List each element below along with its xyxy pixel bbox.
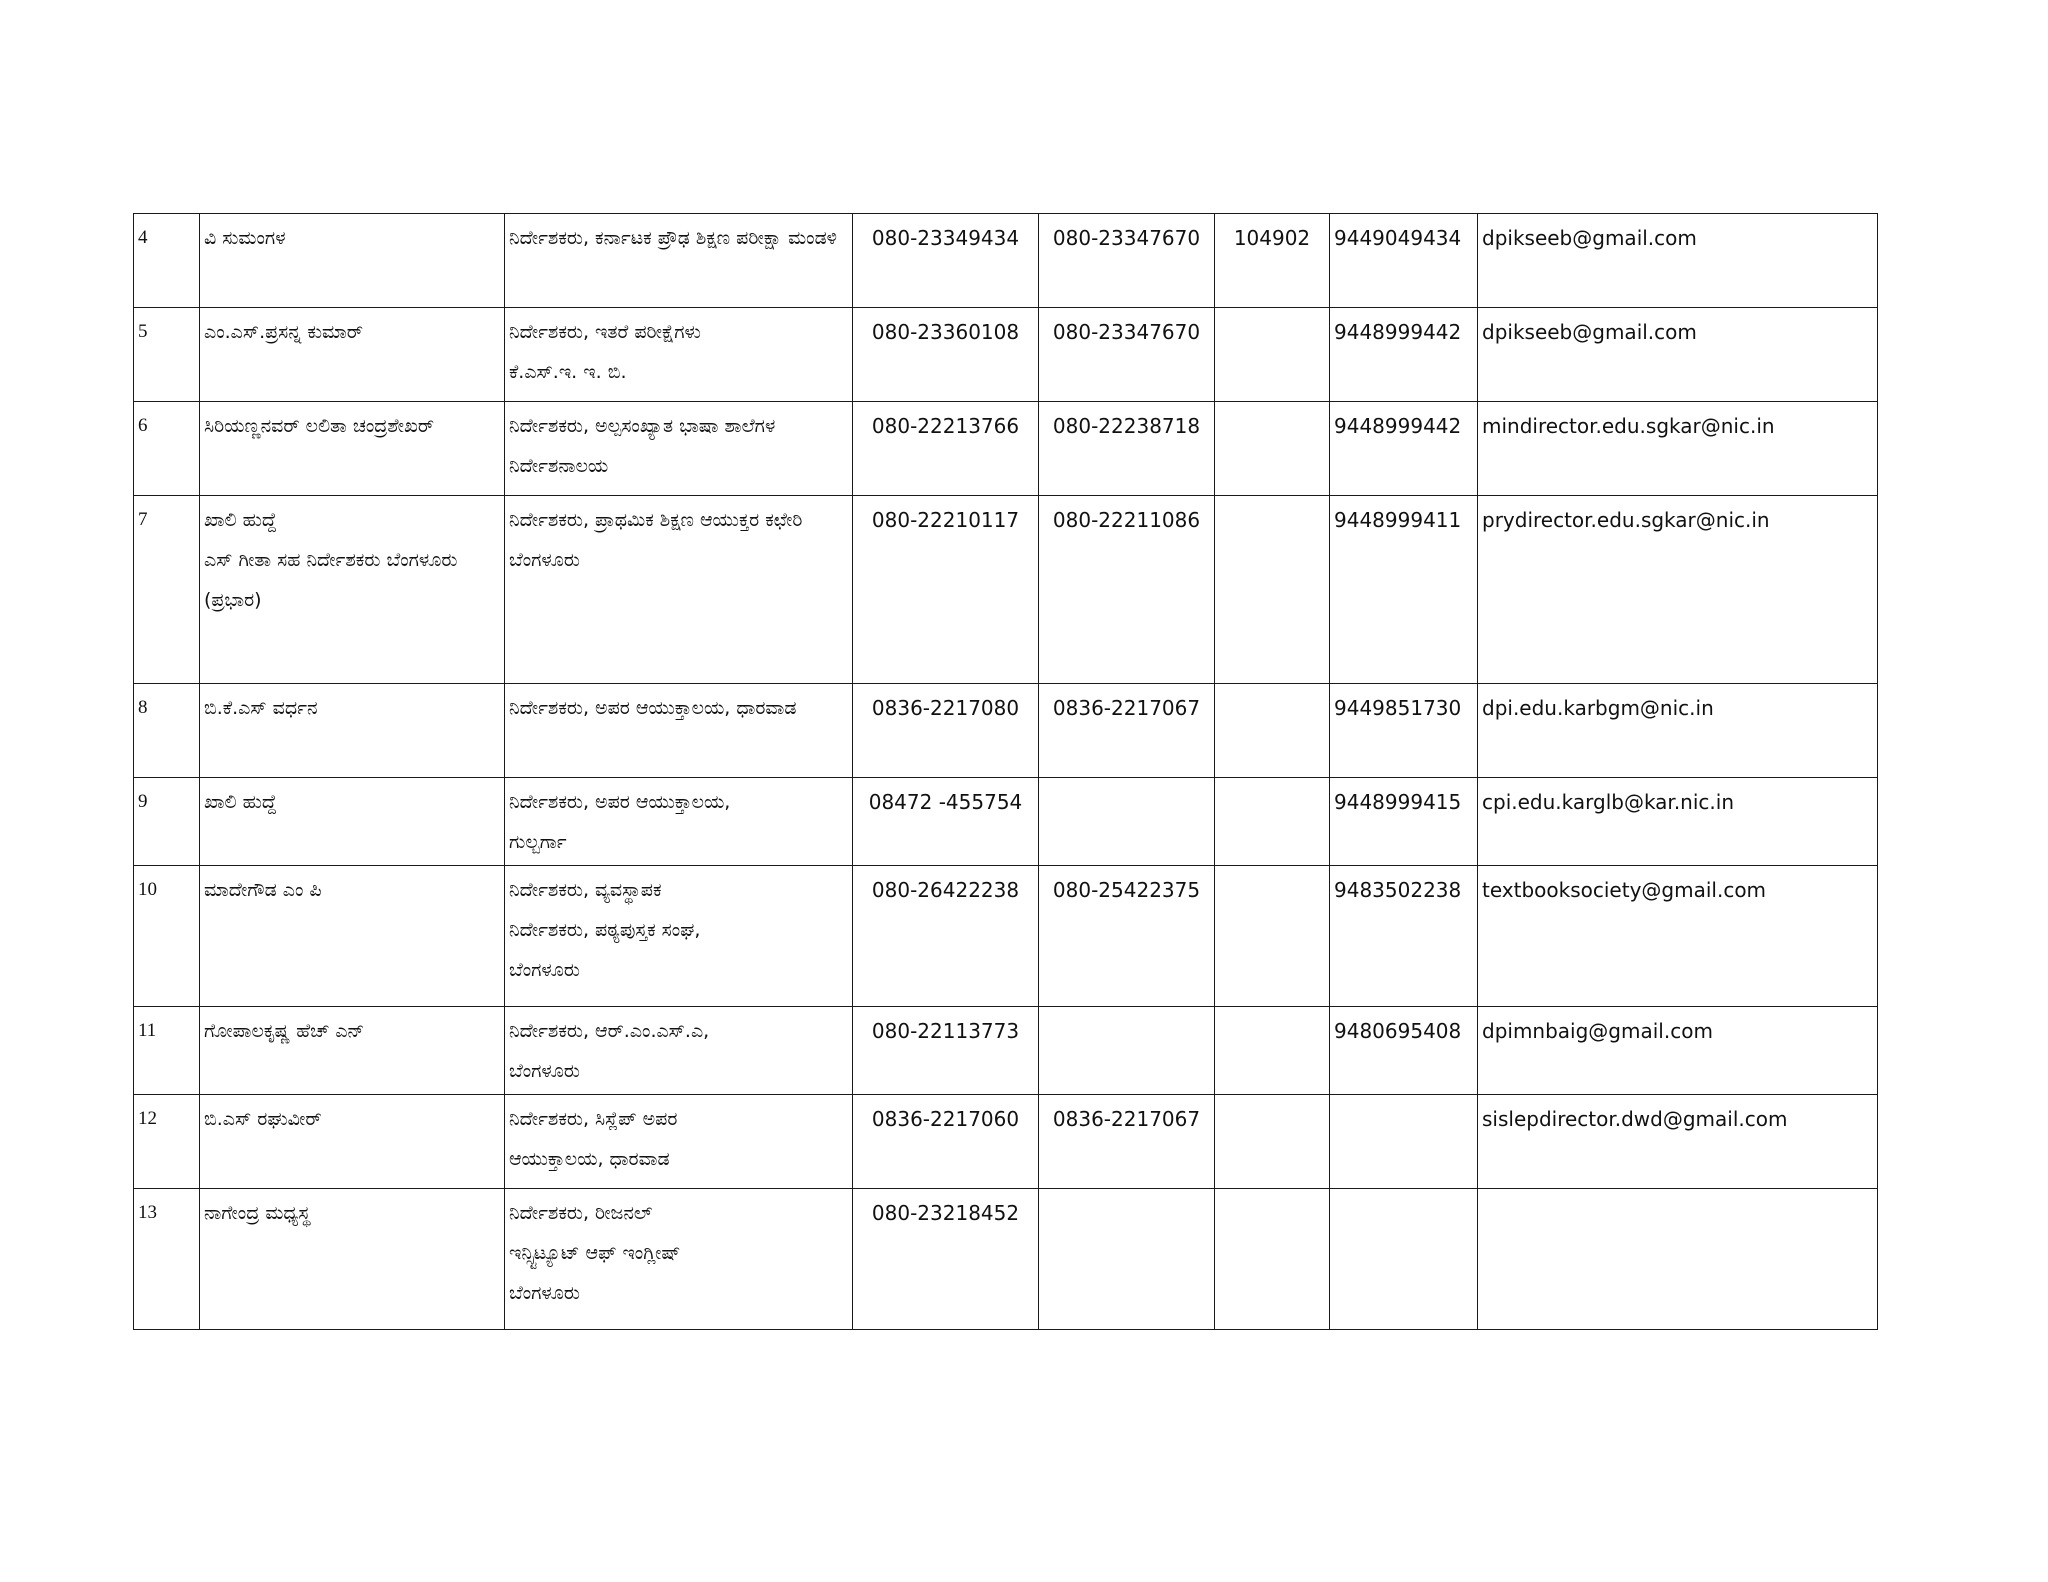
office-phone-cell: 080-22210117: [853, 496, 1039, 684]
designation-cell: ನಿರ್ದೇಶಕರು, ಆರ್.ಎಂ.ಎಸ್.ಎ, ಬೆಂಗಳೂರು: [505, 1007, 853, 1095]
mobile-cell: 9448999415: [1330, 778, 1478, 866]
name-cell: ಖಾಲಿ ಹುದ್ದೆ ಎಸ್ ಗೀತಾ ಸಹ ನಿರ್ದೇಶಕರು ಬೆಂಗಳೂರು (ಪ್ರಭಾರ): [200, 496, 505, 684]
mobile-cell: 9448999442: [1330, 308, 1478, 402]
fax-cell: 080-22211086: [1039, 496, 1215, 684]
designation-cell: ನಿರ್ದೇಶಕರು, ರೀಜನಲ್ ಇನ್ಸ್ಟಿಟ್ಯೂಟ್ ಆಫ್ ಇಂಗ್ಲೀಷ್ ಬೆಂಗಳೂರು: [505, 1189, 853, 1330]
fax-cell: [1039, 1007, 1215, 1095]
table-row: [134, 778, 1878, 866]
mobile-cell: 9480695408: [1330, 1007, 1478, 1095]
mobile-cell: 9449851730: [1330, 684, 1478, 778]
extension-cell: [1215, 402, 1330, 496]
table-row: [134, 866, 1878, 1007]
table-row: [134, 1095, 1878, 1189]
email-cell: prydirector.edu.sgkar@nic.in: [1478, 496, 1878, 684]
office-phone-cell: 080-26422238: [853, 866, 1039, 1007]
extension-cell: [1215, 866, 1330, 1007]
extension-cell: [1215, 684, 1330, 778]
table-row: [134, 308, 1878, 402]
office-phone-cell: 0836-2217060: [853, 1095, 1039, 1189]
serial-number-cell: 13: [134, 1189, 200, 1330]
name-cell: ಖಾಲಿ ಹುದ್ದೆ: [200, 778, 505, 866]
designation-cell: ನಿರ್ದೇಶಕರು, ಅಪರ ಆಯುಕ್ತಾಲಯ, ಗುಲ್ಬರ್ಗಾ: [505, 778, 853, 866]
designation-cell: ನಿರ್ದೇಶಕರು, ಅಪರ ಆಯುಕ್ತಾಲಯ, ಧಾರವಾಡ: [505, 684, 853, 778]
serial-number-cell: 9: [134, 778, 200, 866]
email-cell: dpikseeb@gmail.com: [1478, 308, 1878, 402]
table-row: [134, 496, 1878, 684]
designation-cell: ನಿರ್ದೇಶಕರು, ಸಿಸ್ಲೆಪ್ ಅಪರ ಆಯುಕ್ತಾಲಯ, ಧಾರವಾಡ: [505, 1095, 853, 1189]
table-row: [134, 402, 1878, 496]
email-cell: textbooksociety@gmail.com: [1478, 866, 1878, 1007]
designation-cell: ನಿರ್ದೇಶಕರು, ವ್ಯವಸ್ಥಾಪಕ ನಿರ್ದೇಶಕರು, ಪಠ್ಯಪುಸ್ತಕ ಸಂಘ, ಬೆಂಗಳೂರು: [505, 866, 853, 1007]
designation-cell: ನಿರ್ದೇಶಕರು, ಪ್ರಾಥಮಿಕ ಶಿಕ್ಷಣ ಆಯುಕ್ತರ ಕಛೇರಿ ಬೆಂಗಳೂರು: [505, 496, 853, 684]
fax-cell: 080-23347670: [1039, 308, 1215, 402]
mobile-cell: 9449049434: [1330, 214, 1478, 308]
mobile-cell: [1330, 1095, 1478, 1189]
serial-number-cell: 8: [134, 684, 200, 778]
serial-number-cell: 12: [134, 1095, 200, 1189]
office-phone-cell: 08472 -455754: [853, 778, 1039, 866]
email-cell: [1478, 1189, 1878, 1330]
extension-cell: [1215, 1095, 1330, 1189]
email-cell: dpikseeb@gmail.com: [1478, 214, 1878, 308]
extension-cell: [1215, 1007, 1330, 1095]
office-phone-cell: 0836-2217080: [853, 684, 1039, 778]
fax-cell: 080-23347670: [1039, 214, 1215, 308]
mobile-cell: 9448999442: [1330, 402, 1478, 496]
fax-cell: 0836-2217067: [1039, 1095, 1215, 1189]
mobile-cell: [1330, 1189, 1478, 1330]
designation-cell: ನಿರ್ದೇಶಕರು, ಅಲ್ಪಸಂಖ್ಯಾತ ಭಾಷಾ ಶಾಲೆಗಳ ನಿರ್ದೇಶನಾಲಯ: [505, 402, 853, 496]
email-cell: dpi.edu.karbgm@nic.in: [1478, 684, 1878, 778]
extension-cell: [1215, 1189, 1330, 1330]
designation-cell: ನಿರ್ದೇಶಕರು, ಇತರೆ ಪರೀಕ್ಷೆಗಳು ಕೆ.ಎಸ್.ಇ. ಇ. ಬಿ.: [505, 308, 853, 402]
mobile-cell: 9448999411: [1330, 496, 1478, 684]
office-phone-cell: 080-23349434: [853, 214, 1039, 308]
mobile-cell: 9483502238: [1330, 866, 1478, 1007]
office-phone-cell: 080-22113773: [853, 1007, 1039, 1095]
fax-cell: [1039, 1189, 1215, 1330]
email-cell: dpimnbaig@gmail.com: [1478, 1007, 1878, 1095]
name-cell: ಬಿ.ಕೆ.ಎಸ್ ವರ್ಧನ: [200, 684, 505, 778]
fax-cell: 080-22238718: [1039, 402, 1215, 496]
table-row: [134, 1189, 1878, 1330]
name-cell: ಮಾದೇಗೌಡ ಎಂ ಪಿ: [200, 866, 505, 1007]
serial-number-cell: 10: [134, 866, 200, 1007]
serial-number-cell: 6: [134, 402, 200, 496]
fax-cell: 080-25422375: [1039, 866, 1215, 1007]
serial-number-cell: 11: [134, 1007, 200, 1095]
extension-cell: [1215, 778, 1330, 866]
extension-cell: [1215, 308, 1330, 402]
email-cell: cpi.edu.karglb@kar.nic.in: [1478, 778, 1878, 866]
office-phone-cell: 080-22213766: [853, 402, 1039, 496]
name-cell: ಸಿರಿಯಣ್ಣನವರ್ ಲಲಿತಾ ಚಂದ್ರಶೇಖರ್: [200, 402, 505, 496]
email-cell: sislepdirector.dwd@gmail.com: [1478, 1095, 1878, 1189]
name-cell: ವಿ ಸುಮಂಗಳ: [200, 214, 505, 308]
extension-cell: [1215, 496, 1330, 684]
serial-number-cell: 4: [134, 214, 200, 308]
officials-directory-table: [133, 213, 1878, 1330]
table-row: [134, 214, 1878, 308]
table-row: [134, 1007, 1878, 1095]
office-phone-cell: 080-23360108: [853, 308, 1039, 402]
extension-cell: 104902: [1215, 214, 1330, 308]
name-cell: ಗೋಪಾಲಕೃಷ್ಣ ಹೆಚ್ ಎನ್: [200, 1007, 505, 1095]
fax-cell: 0836-2217067: [1039, 684, 1215, 778]
email-cell: mindirector.edu.sgkar@nic.in: [1478, 402, 1878, 496]
office-phone-cell: 080-23218452: [853, 1189, 1039, 1330]
serial-number-cell: 5: [134, 308, 200, 402]
name-cell: ಎಂ.ಎಸ್.ಪ್ರಸನ್ನ ಕುಮಾರ್: [200, 308, 505, 402]
serial-number-cell: 7: [134, 496, 200, 684]
fax-cell: [1039, 778, 1215, 866]
name-cell: ನಾಗೇಂದ್ರ ಮಧ್ಯಸ್ಥ: [200, 1189, 505, 1330]
table-row: [134, 684, 1878, 778]
designation-cell: ನಿರ್ದೇಶಕರು, ಕರ್ನಾಟಕ ಪ್ರೌಢ ಶಿಕ್ಷಣ ಪರೀಕ್ಷಾ ಮಂಡಳಿ: [505, 214, 853, 308]
name-cell: ಬಿ.ಎಸ್ ರಘುವೀರ್: [200, 1095, 505, 1189]
